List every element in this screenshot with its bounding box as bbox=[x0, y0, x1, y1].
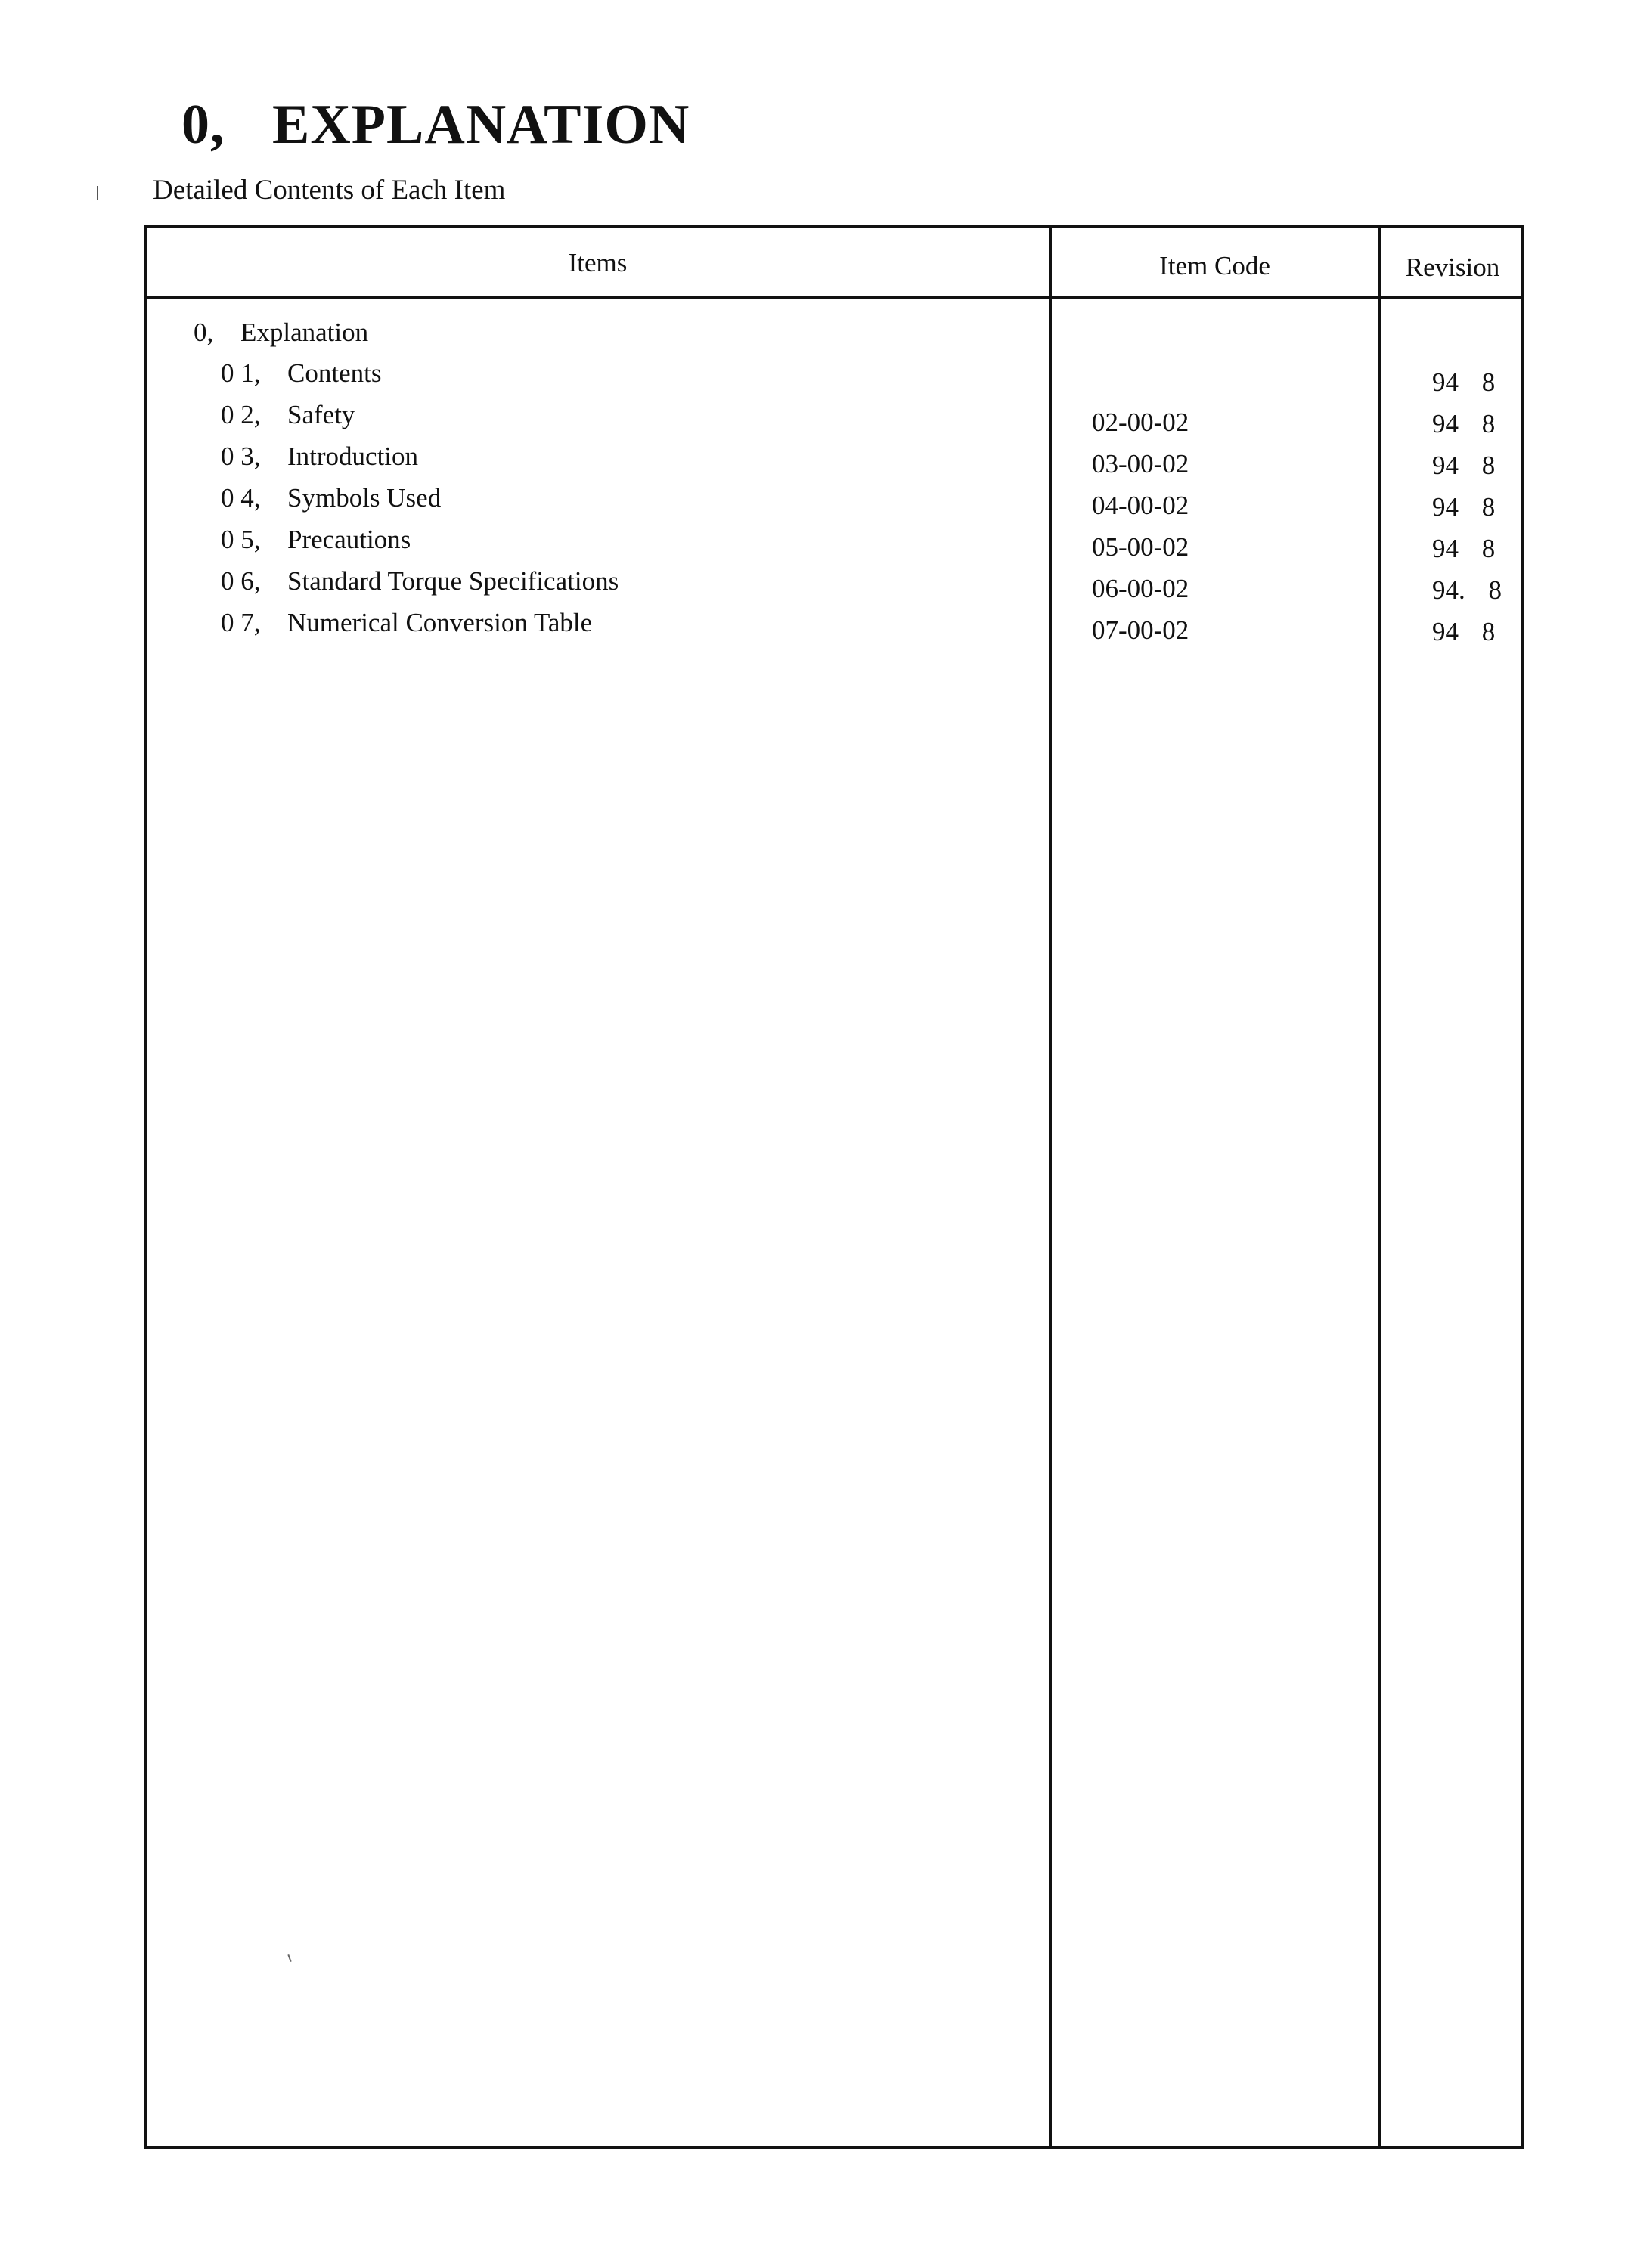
section-number: 0, bbox=[181, 94, 225, 156]
row-revision: 94 8 bbox=[1432, 409, 1496, 438]
item-code-column-header: Item Code bbox=[1159, 251, 1270, 280]
contents-rows bbox=[147, 360, 1521, 651]
row-item-code: 03-00-02 bbox=[1092, 449, 1189, 479]
section-heading-label: Explanation bbox=[240, 318, 369, 347]
row-title: Precautions bbox=[287, 525, 411, 554]
row-revision: 94 8 bbox=[1432, 617, 1496, 646]
section-heading bbox=[194, 319, 368, 345]
table-row bbox=[147, 609, 1521, 651]
page-title bbox=[181, 94, 690, 156]
row-title: Standard Torque Specifications bbox=[287, 566, 619, 596]
row-number: 0 4, bbox=[221, 483, 261, 513]
revision-column-header: Revision bbox=[1405, 253, 1500, 282]
row-item-code: 02-00-02 bbox=[1092, 407, 1189, 437]
row-title: Safety bbox=[287, 400, 355, 429]
section-heading-number: 0, bbox=[194, 318, 214, 347]
table-row bbox=[147, 526, 1521, 568]
row-title: Numerical Conversion Table bbox=[287, 608, 593, 637]
table-row bbox=[147, 485, 1521, 526]
row-number: 0 1, bbox=[221, 358, 261, 388]
row-title: Introduction bbox=[287, 442, 419, 471]
row-number: 0 7, bbox=[221, 608, 261, 637]
row-revision: 94 8 bbox=[1432, 534, 1496, 563]
row-number: 0 3, bbox=[221, 442, 261, 471]
row-item-code: 05-00-02 bbox=[1092, 532, 1189, 562]
table-row bbox=[147, 443, 1521, 485]
row-item-code: 04-00-02 bbox=[1092, 491, 1189, 520]
row-revision: 94 8 bbox=[1432, 367, 1496, 397]
margin-mark bbox=[97, 186, 98, 200]
table-row bbox=[147, 568, 1521, 609]
row-number: 0 6, bbox=[221, 566, 261, 596]
row-item-code: 06-00-02 bbox=[1092, 574, 1189, 603]
header-divider bbox=[147, 296, 1521, 299]
table-row bbox=[147, 401, 1521, 443]
row-item-code: 07-00-02 bbox=[1092, 615, 1189, 645]
row-revision: 94 8 bbox=[1432, 451, 1496, 480]
section-title: EXPLANATION bbox=[272, 94, 690, 156]
row-number: 0 2, bbox=[221, 400, 261, 429]
page-subtitle: Detailed Contents of Each Item bbox=[153, 175, 506, 206]
row-revision: 94. 8 bbox=[1432, 575, 1502, 605]
table-row bbox=[147, 360, 1521, 401]
row-revision: 94 8 bbox=[1432, 492, 1496, 522]
row-number: 0 5, bbox=[221, 525, 261, 554]
row-title: Contents bbox=[287, 358, 382, 388]
items-column-header: Items bbox=[568, 248, 628, 277]
contents-table bbox=[144, 225, 1524, 2149]
row-title: Symbols Used bbox=[287, 483, 442, 513]
